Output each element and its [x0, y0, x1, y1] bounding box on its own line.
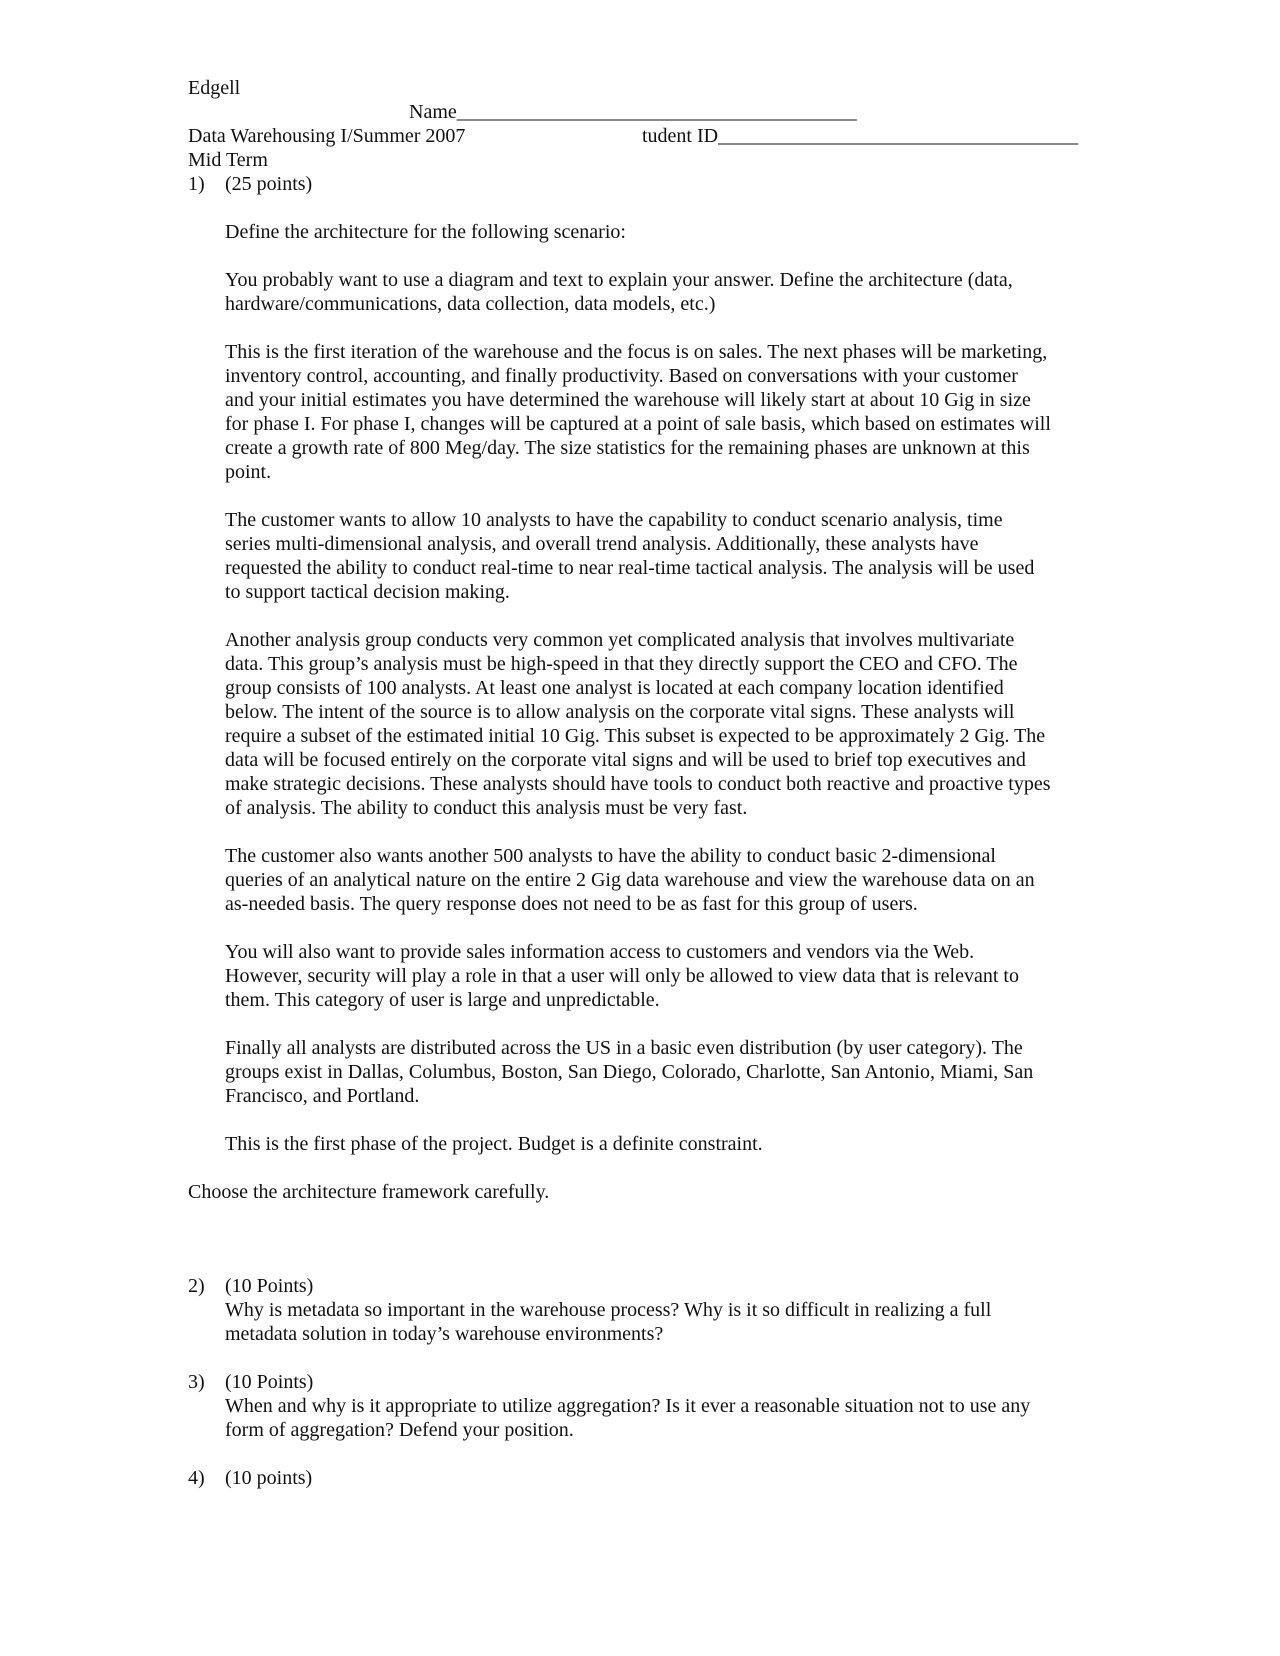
- exam-type: Mid Term: [188, 149, 268, 171]
- name-row: [188, 100, 1098, 124]
- question-1-header: [188, 172, 1098, 196]
- exam-page: [188, 76, 1098, 1490]
- question-2-header: [188, 1274, 1098, 1298]
- question-3-header: [188, 1370, 1098, 1394]
- q1-paragraph: Another analysis group conducts very common yet complicated analysis that involves multivariate data. This group’s analysis must be high-speed in that they directly support the CEO and CFO. The group consists of 100 analysts. At least one analyst is located at each company location identified below. The intent of the source is to allow analysis on the corporate vital signs. These analysts will require a subset of the estimated initial 10 Gig. This subset is expected to be approximately 2 Gig. The data will be focused entirely on the corporate vital signs and will be used to brief top executives and make strategic decisions. These analysts should have tools to conduct both reactive and proactive types of analysis. The ability to conduct this analysis must be very fast.: [225, 629, 1051, 819]
- question-3-points: (10 Points): [225, 1371, 314, 1393]
- q1-paragraph: The customer also wants another 500 analysts to have the ability to conduct basic 2-dimensional queries of an analytical nature on the entire 2 Gig data warehouse and view the warehouse data on an as-needed basis. The query response does not need to be as fast for this group of users.: [225, 845, 1035, 915]
- question-2-body: Why is metadata so important in the warehouse process? Why is it so difficult in realizing a full metadata solution in today’s warehouse environments?: [225, 1299, 992, 1345]
- q1-paragraph: Finally all analysts are distributed across the US in a basic even distribution (by user category). The groups exist in Dallas, Columbus, Boston, San Diego, Colorado, Charlotte, San Antonio, Miami, San Francisco, and Portland.: [225, 1037, 1034, 1107]
- question-1-closing: Choose the architecture framework carefully.: [188, 1181, 550, 1203]
- student-id-field[interactable]: tudent ID____________________________________: [642, 125, 1079, 147]
- question-2-number: 2): [188, 1275, 205, 1297]
- question-4-points: (10 points): [225, 1467, 313, 1489]
- q1-paragraph: This is the first iteration of the warehouse and the focus is on sales. The next phases will be marketing, inventory control, accounting, and finally productivity. Based on conversations with your customer and your initial estimates you have determined the warehouse will likely start at about 10 Gig in size for phase I. For phase I, changes will be captured at a point of sale basis, which based on estimates will create a growth rate of 800 Meg/day. The size statistics for the remaining phases are unknown at this point.: [225, 341, 1051, 483]
- question-1-points: (25 points): [225, 173, 313, 195]
- name-field[interactable]: Name________________________________________: [409, 101, 857, 123]
- course-row: [188, 124, 1098, 148]
- question-1-number: 1): [188, 173, 205, 195]
- instructor-name: Edgell: [188, 77, 241, 99]
- question-3-number: 3): [188, 1371, 205, 1393]
- question-2-points: (10 Points): [225, 1275, 314, 1297]
- question-4-header: [188, 1466, 1098, 1490]
- q1-paragraph: This is the first phase of the project. Budget is a definite constraint.: [225, 1133, 763, 1155]
- question-3-body: When and why is it appropriate to utilize aggregation? Is it ever a reasonable situation not to use any form of aggregation? Defend your position.: [225, 1395, 1031, 1441]
- q1-paragraph: The customer wants to allow 10 analysts to have the capability to conduct scenario analysis, time series multi-dimensional analysis, and overall trend analysis. Additionally, these analysts have requested the ability to conduct real-time to near real-time tactical analysis. The analysis will be used to support tactical decision making.: [225, 509, 1035, 603]
- course-title: Data Warehousing I/Summer 2007: [188, 125, 466, 147]
- q1-paragraph: Define the architecture for the following scenario:: [225, 221, 626, 243]
- q1-paragraph: You will also want to provide sales information access to customers and vendors via the Web. However, security will play a role in that a user will only be allowed to view data that is relevant to them. This category of user is large and unpredictable.: [225, 941, 1019, 1011]
- question-1-body: [225, 196, 1098, 1180]
- question-4-number: 4): [188, 1467, 205, 1489]
- q1-paragraph: You probably want to use a diagram and text to explain your answer. Define the architecture (data, hardware/communications, data collection, data models, etc.): [225, 269, 1013, 315]
